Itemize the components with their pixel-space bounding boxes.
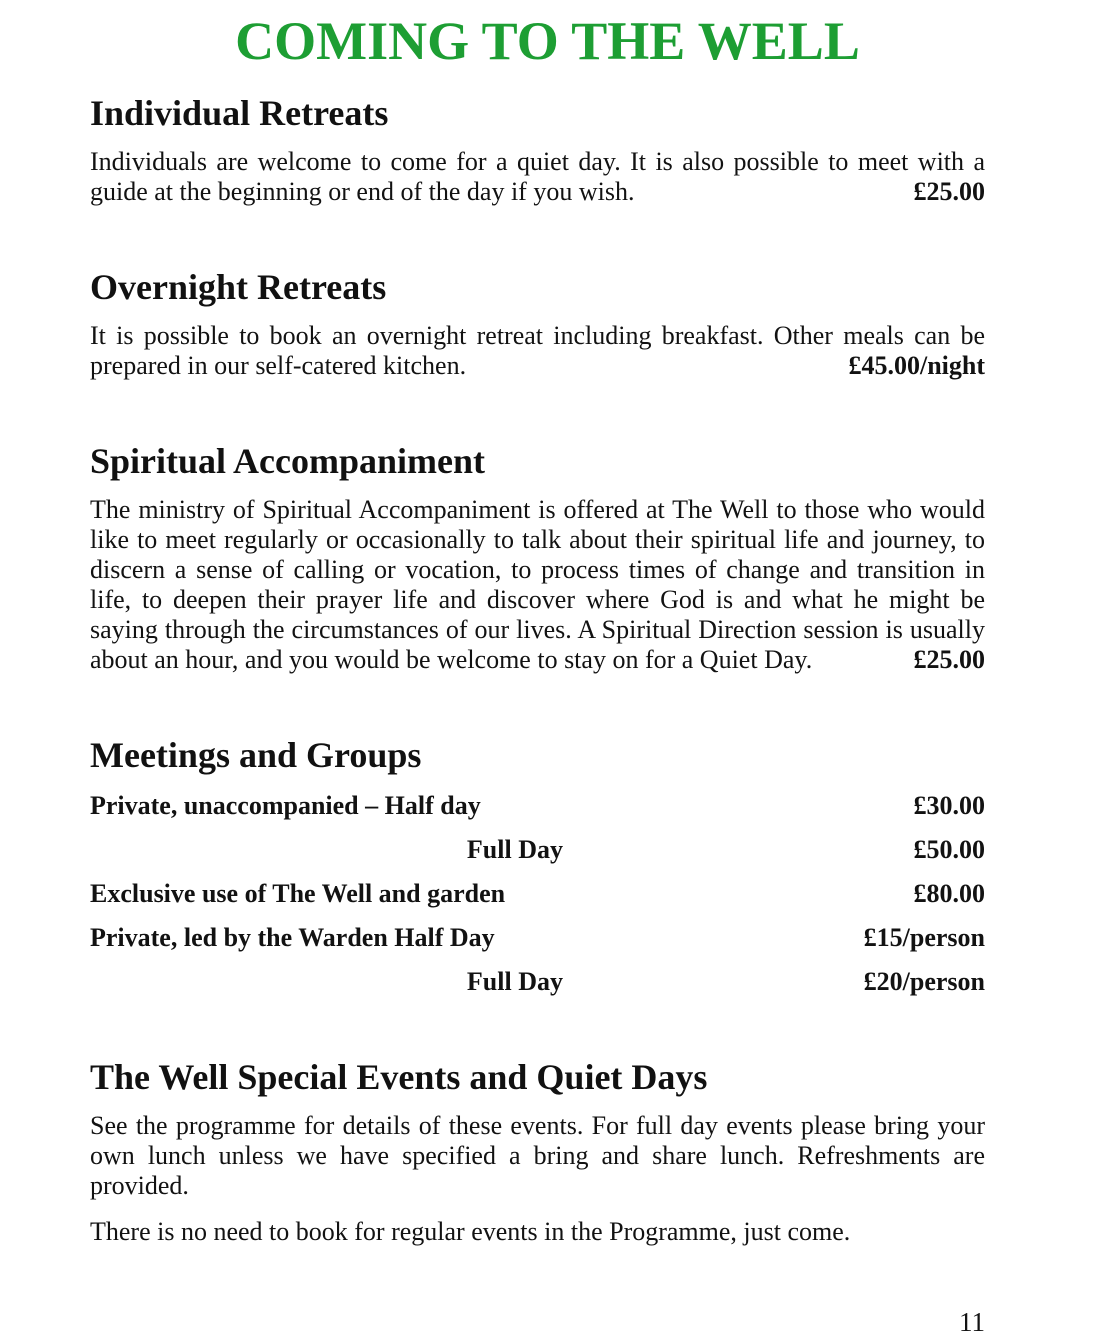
price-row-value: £80.00 <box>913 879 985 908</box>
paragraph-spiritual-accompaniment <box>90 495 985 675</box>
no-booking-note: There is no need to book for regular events in the Programme, just come. <box>90 1217 851 1246</box>
price-row-value: £30.00 <box>913 791 985 820</box>
price-row-label: Private, unaccompanied – Half day <box>90 791 481 820</box>
price-row-label: Exclusive use of The Well and garden <box>90 879 506 908</box>
price-individual-retreats: £25.00 <box>913 177 985 206</box>
paragraph-special-events <box>90 1111 985 1201</box>
price-row-private-unaccompanied-full-day <box>90 835 985 865</box>
price-row-private-led-warden-full-day <box>90 967 985 997</box>
paragraph-text: See the programme for details of these events. For full day events please bring your own lunch unless we have specified a bring and share lunch. Refreshments are provided. <box>90 1111 985 1200</box>
page-title: COMING TO THE WELL <box>235 11 860 71</box>
price-row-label: Full Day <box>466 967 563 996</box>
price-overnight-retreats: £45.00/night <box>848 351 985 380</box>
section-heading-special-events: The Well Special Events and Quiet Days <box>90 1057 708 1097</box>
paragraph-overnight-retreats <box>90 321 985 381</box>
price-spiritual-accompaniment: £25.00 <box>913 645 985 674</box>
section-spiritual-accompaniment <box>90 441 985 675</box>
paragraph-text: The ministry of Spiritual Accompaniment is offered at The Well to those who would like to meet regularly or occasionally to talk about their spiritual life and journey, to discern a sense of calling or vocation, to process times of change and transition in life, to deepen their prayer life and discover where God is and what he might be saying through the circumstances of our lives. A Spiritual Direction session is usually about an hour, and you would be welcome to stay on for a Quiet Day. <box>90 495 985 674</box>
section-overnight-retreats <box>90 267 985 381</box>
section-individual-retreats <box>90 93 985 207</box>
section-meetings-and-groups <box>90 735 985 997</box>
price-row-private-unaccompanied-half-day <box>90 791 985 821</box>
price-row-value: £50.00 <box>913 835 985 864</box>
section-heading-spiritual-accompaniment: Spiritual Accompaniment <box>90 441 486 481</box>
price-row-label: Private, led by the Warden Half Day <box>90 923 495 952</box>
section-heading-individual-retreats: Individual Retreats <box>90 93 389 133</box>
page-number: 11 <box>959 1307 985 1337</box>
price-row-value: £20/person <box>863 967 985 996</box>
meetings-price-list <box>90 791 985 997</box>
price-row-value: £15/person <box>863 923 985 952</box>
section-heading-meetings-and-groups: Meetings and Groups <box>90 735 422 775</box>
paragraph-text: It is possible to book an overnight retreat including breakfast. Other meals can be prepared in our self-catered kitchen. <box>90 321 985 380</box>
price-row-private-led-warden-half-day <box>90 923 985 953</box>
price-row-label: Full Day <box>466 835 563 864</box>
paragraph-individual-retreats <box>90 147 985 207</box>
price-row-exclusive-use <box>90 879 985 909</box>
paragraph-text: Individuals are welcome to come for a quiet day. It is also possible to meet with a guide at the beginning or end of the day if you wish. <box>90 147 985 206</box>
section-special-events <box>90 1057 985 1247</box>
section-heading-overnight-retreats: Overnight Retreats <box>90 267 387 307</box>
